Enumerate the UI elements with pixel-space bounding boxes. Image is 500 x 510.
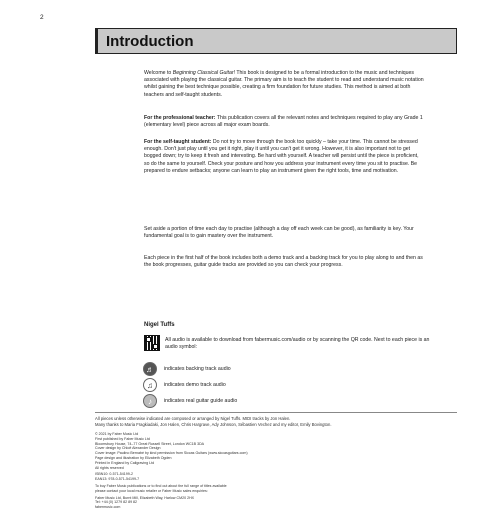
student-paragraph: For the self-taught student: Do not try to move through the book too quickly – take your time. This cannot be stressed enough. Don't just play until you get it right, play it until you can't get it wrong. However, it is also important not to get bogged down; try to keep it fresh and interesting. Be hard with yourself. A teacher will persist until the piece is proficient, so do the same to yourself. Check your posture and how you address your instrument every time you sit to practise. Be prepared to endure setbacks; anyone can learn to play an instrument given the right tools, time and motivation. [144,139,419,174]
page-number: 2 [40,14,44,21]
audio-note: All audio is available to download from fabermusic.com/audio or by scanning the QR code. Next to each piece is an audio symbol: [165,337,430,351]
tracks-paragraph: Each piece in the first half of the book includes both a demo track and a backing track for you to play along to and then as the book progresses, guitar guide tracks are provided so you can check your progress. [144,255,423,269]
publisher-website-link[interactable]: fabermusic.com [95,505,121,510]
backing-track-icon: ♬ [143,362,157,376]
guitar-guide-icon: ♪ [143,394,157,408]
qr-code-icon[interactable] [144,335,160,351]
ean-13: EAN13: 978-0-571-54199-7 [95,477,140,482]
audio-legend-demo: ♫ indicates demo track audio [143,378,226,392]
page-title: Introduction [106,33,194,50]
author-signature: Nigel Tuffs [144,322,175,328]
credits: All pieces unless otherwise indicated are composed or arranged by Nigel Tuffs. MIDI tracks by Jon Halen. Many thanks to Maria Fragkiadaki, Jon Halen, Chris Hargrave, Ady Johnson, Sébastien Vechez and my editor, Emily Bovington. [95,416,332,427]
audio-legend-backing: ♬ indicates backing track audio [143,362,231,376]
intro-paragraph: Welcome to Beginning Classical Guitar! This book is designed to be a formal introduction to the music and techniques associated with playing the classical guitar. The primary aim is to teach the student to read and understand music notation whilst gaining the best technique possible, creating a firm foundation for future studies. This method is aimed at both teachers and self-taught students. [144,70,424,98]
isbn-10: ISBN10: 0-571-54199-2 [95,472,133,477]
divider [95,412,457,413]
teacher-paragraph: For the professional teacher: This publication covers all the relevant notes and techniques required to play any Grade 1 (elementary level) piece across all major exam boards. [144,115,423,129]
practice-paragraph: Set aside a portion of time each day to practise (although a day off each week can be good), as familiarity is key. Your fundamental goal is to gain mastery over the instrument. [144,226,414,240]
teacher-label: For the professional teacher: [144,115,216,121]
audio-legend-guide: ♪ indicates real guitar guide audio [143,394,237,408]
section-header [95,28,457,54]
imprint: © 2021 by Faber Music Ltd First published by Faber Music Ltd Bloomsbury House, 74–77 Great Russell Street, London WC1B 3DA Cover design by Chloë Alexander Design Cover image: Paulino Bernabé by kind permission from Siccas Guitars (www.siccasguitars.com) Page design and illustration by Elizabeth Ogden Printed in England by Caligraving Ltd All rights reserved ISBN10: 0-571-54199-2 EAN13: 978-0-571-54199-7 To buy Faber Music publications or to find out about the full range of titles available please contact your local music retailer or Faber Music sales enquiries: Faber Music Ltd, Burnt Mill, Elizabeth Way, Harlow CM20 2HX Tel: +44 (0) 1279 82 89 82 fabermusic.com [95,432,435,510]
student-label: For the self-taught student: [144,139,212,145]
demo-track-icon: ♫ [143,378,157,392]
